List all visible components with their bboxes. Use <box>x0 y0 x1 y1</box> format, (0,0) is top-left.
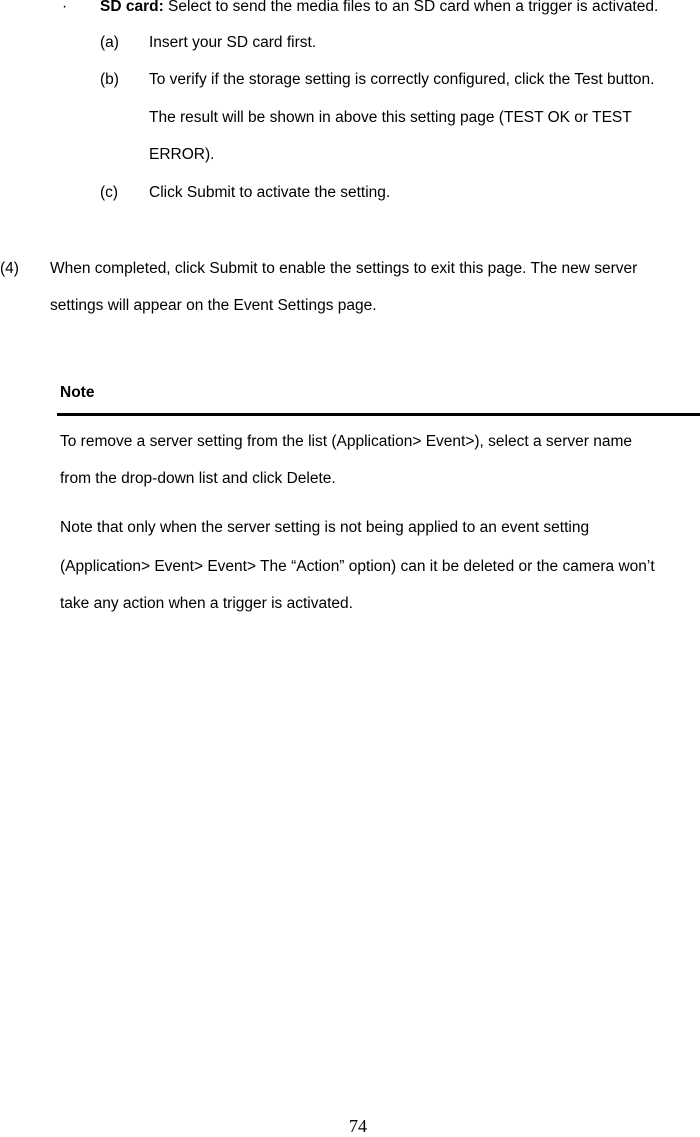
sub-step-b-line-1: To verify if the storage setting is correctly configured, click the Test button. <box>149 71 655 88</box>
note-heading: Note <box>60 384 95 401</box>
sub-step-c-marker: (c) <box>100 184 119 201</box>
sub-step-a-text: Insert your SD card first. <box>149 34 317 51</box>
step-4-marker: (4) <box>0 260 19 277</box>
note-paragraph-2-line-1: Note that only when the server setting is not being applied to an event setting <box>60 519 590 536</box>
note-divider <box>57 413 700 416</box>
sub-step-b-line-2: The result will be shown in above this setting page (TEST OK or TEST <box>149 109 632 126</box>
sub-step-c-text: Click Submit to activate the setting. <box>149 184 391 201</box>
bullet-sd-card <box>100 0 658 16</box>
note-paragraph-2-line-2: (Application> Event> Event> The “Action” option) can it be deleted or the camera won’t <box>60 558 655 575</box>
bullet-text: Select to send the media files to an SD card when a trigger is activated. <box>163 0 659 15</box>
bullet-label: SD card: <box>100 0 164 15</box>
sub-step-b-line-3: ERROR). <box>149 146 215 163</box>
step-4-line-1: When completed, click Submit to enable the settings to exit this page. The new server <box>50 260 638 277</box>
note-paragraph-2-line-3: take any action when a trigger is activated. <box>60 595 353 612</box>
bullet-marker: · <box>62 0 68 15</box>
sub-step-a-marker: (a) <box>100 34 119 51</box>
note-paragraph-1-line-1: To remove a server setting from the list (Application> Event>), select a server name <box>60 433 633 450</box>
step-4-line-2: settings will appear on the Event Settings page. <box>50 297 377 314</box>
note-paragraph-1-line-2: from the drop-down list and click Delete. <box>60 470 336 487</box>
page-number: 74 <box>349 1116 367 1136</box>
sub-step-b-marker: (b) <box>100 71 119 88</box>
